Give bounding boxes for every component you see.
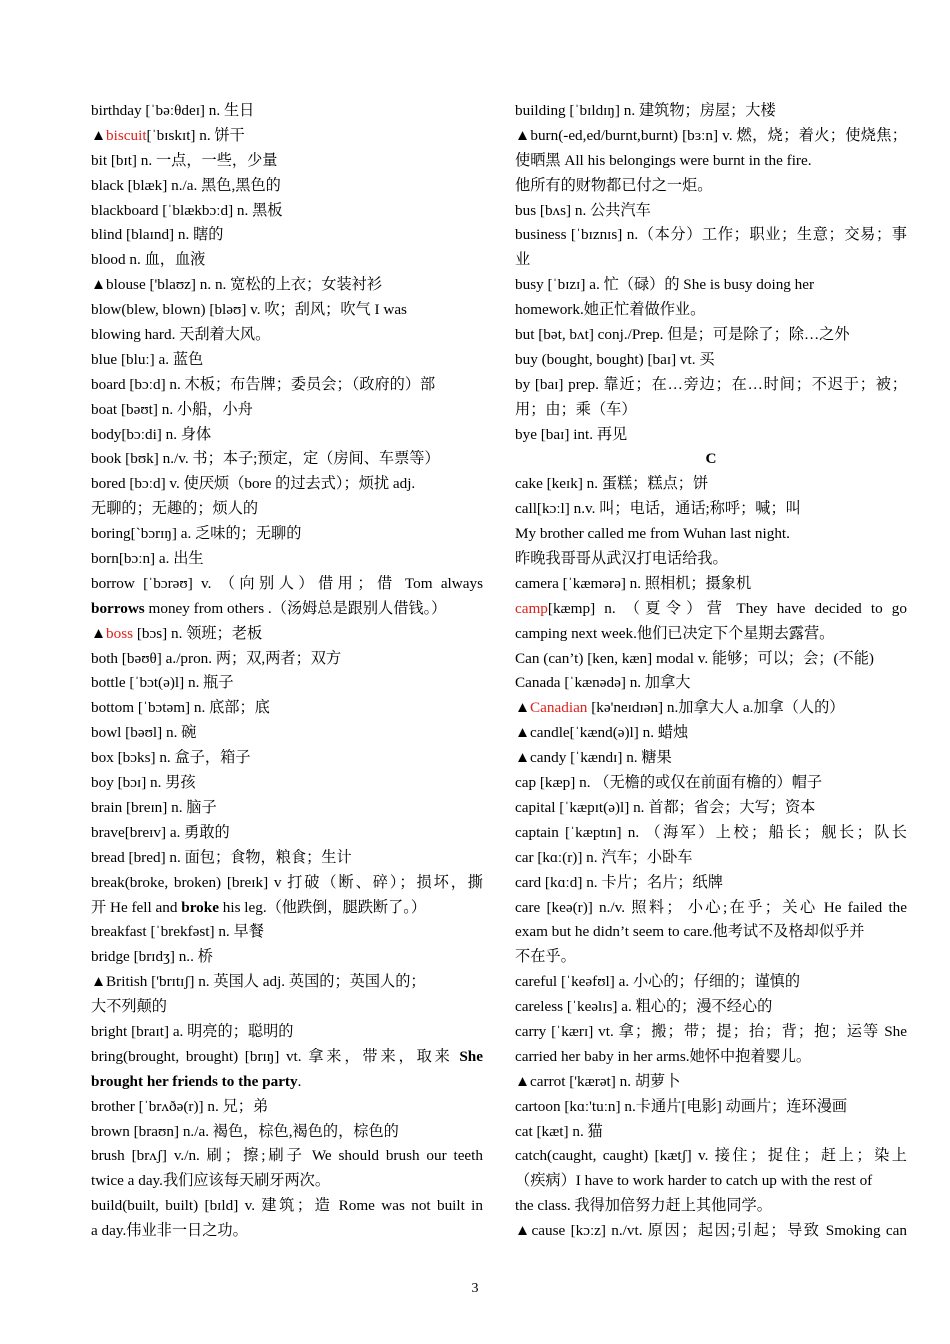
dictionary-entry-line: ▲cause [kɔːz] n./vt. 原因；起因;引起；导致 Smoking can — [515, 1222, 907, 1240]
dictionary-entry-line: bored [bɔːd] v. 使厌烦（bore 的过去式）；烦扰 adj. — [91, 475, 416, 493]
dictionary-entry-line: a day.伟业非一日之功。 — [91, 1222, 248, 1240]
dictionary-entry-line: ▲burn(-ed,ed/burnt,burnt) [bɜːn] v. 燃，烧；着火；使烧焦； — [515, 126, 907, 144]
dictionary-entry-line: call[kɔːl] n.v. 叫；电话，通话;称呼；喊；叫 — [515, 500, 801, 518]
dictionary-entry-line: boy [bɔɪ] n. 男孩 — [91, 774, 196, 792]
bold-example-text: She — [459, 1047, 483, 1065]
dictionary-entry-line: business [ˈbɪznɪs] n.（本分）工作；职业；生意；交易；事 — [515, 226, 907, 244]
dictionary-entry-line: book [bʊk] n./v. 书；本子;预定，定（房间、车票等） — [91, 450, 440, 468]
dictionary-entry-line: car [kɑː(r)] n. 汽车；小卧车 — [515, 848, 693, 866]
dictionary-entry-line: busy [ˈbɪzɪ] a. 忙（碌）的 She is busy doing her — [515, 276, 815, 294]
dictionary-entry-line: body[bɔːdi] n. 身体 — [91, 425, 212, 443]
dictionary-entry-line: ▲carrot ['kærət] n. 胡萝卜 — [515, 1072, 681, 1090]
dictionary-entry-line: （疾病）I have to work harder to catch up with the rest of — [515, 1172, 873, 1190]
dictionary-entry-line: ▲British ['brɪtɪʃ] n. 英国人 adj. 英国的；英国人的； — [91, 973, 426, 991]
entry-text: his leg.（他跌倒，腿跌断了。） — [218, 898, 427, 916]
dictionary-entry-line: blind [blaɪnd] n. 瞎的 — [91, 226, 224, 244]
dictionary-entry-line: bright [braɪt] a. 明亮的；聪明的 — [91, 1022, 294, 1040]
entry-text: 开 He fell and — [91, 898, 182, 916]
bold-example-text: broke — [181, 898, 219, 916]
dictionary-entry-line: catch(caught, caught) [kætʃ] v. 接住；捉住；赶上；染上 — [515, 1147, 907, 1165]
dictionary-entry-line: blowing hard. 天刮着大风。 — [91, 326, 271, 344]
dictionary-entry-line: Canada [ˈkænədə] n. 加拿大 — [515, 674, 691, 692]
dictionary-entry-line: ▲blouse ['blaʊz] n. n. 宽松的上衣；女装衬衫 — [91, 276, 383, 294]
dictionary-entry-line: camping next week.他们已决定下个星期去露营。 — [515, 624, 835, 642]
highlighted-headword: boss — [106, 624, 134, 642]
dictionary-entry-line: the class. 我得加倍努力赶上其他同学。 — [515, 1197, 772, 1215]
dictionary-entry-line: build(built, built) [bɪld] v. 建筑；造 Rome was not built in — [91, 1197, 483, 1215]
dictionary-entry-line: captain [ˈkæptɪn] n. （海军）上校；船长；舰长；队长 — [515, 823, 907, 841]
entry-text: . — [297, 1072, 302, 1090]
dictionary-entry-line — [91, 622, 483, 647]
entry-text: bring(brought, brought) [brɪŋ] vt. 拿来，带来，取来 — [91, 1047, 460, 1065]
entry-text: ▲ — [515, 699, 531, 717]
dictionary-entry-line: brown [braʊn] n./a. 褐色，棕色,褐色的，棕色的 — [91, 1122, 399, 1140]
dictionary-entry-line: bottle [ˈbɔt(ə)l] n. 瓶子 — [91, 674, 234, 692]
dictionary-entry-line: bye [baɪ] int. 再见 — [515, 425, 628, 443]
dictionary-entry-line: brother [ˈbrʌðə(r)] n. 兄；弟 — [91, 1097, 269, 1115]
dictionary-entry-line: bit [bɪt] n. 一点，一些，少量 — [91, 151, 278, 169]
dictionary-entry-line: 使晒黑 All his belongings were burnt in the fire. — [515, 151, 812, 169]
dictionary-entry-line: brush [brʌʃ] v./n. 刷；擦;刷子 We should brush our teeth — [91, 1147, 483, 1165]
dictionary-entry-line: boring[`bɔrɪŋ] a. 乏味的；无聊的 — [91, 525, 302, 543]
entry-text: money from others .（汤姆总是跟别人借钱。） — [144, 599, 447, 617]
dictionary-entry-line: Can (can’t) [ken, kæn] modal v. 能够；可以；会；(不能) — [515, 649, 874, 667]
dictionary-entry-line: twice a day.我们应该每天刷牙两次。 — [91, 1172, 331, 1190]
page-number: 3 — [471, 1281, 479, 1296]
dictionary-entry-line: My brother called me from Wuhan last night. — [515, 525, 790, 543]
dictionary-entry-line: exam but he didn’t seem to care.他考试不及格却似乎并 — [515, 923, 865, 941]
entry-text: [ˈbɪskɪt] n. 饼干 — [146, 126, 245, 144]
bold-example-text: brought her friends to the party — [91, 1072, 298, 1090]
dictionary-entry-line: bridge [brɪdʒ] n.. 桥 — [91, 948, 213, 966]
dictionary-entry-line: brave[breɪv] a. 勇敢的 — [91, 823, 230, 841]
dictionary-entry-line: carry [ˈkærɪ] vt. 拿；搬；带；提；抬；背；抱；运等 She — [515, 1022, 907, 1040]
dictionary-entry-line: boat [bəʊt] n. 小船，小舟 — [91, 400, 253, 418]
dictionary-entry-line: buy (bought, bought) [baɪ] vt. 买 — [515, 350, 715, 368]
dictionary-entry-line: bowl [bəʊl] n. 碗 — [91, 724, 197, 742]
dictionary-entry-line: careless [ˈkeəlɪs] a. 粗心的；漫不经心的 — [515, 998, 773, 1016]
dictionary-entry-line: but [bət, bʌt] conj./Prep. 但是；可是除了；除…之外 — [515, 326, 850, 344]
dictionary-entry-line: bread [bred] n. 面包；食物，粮食；生计 — [91, 848, 352, 866]
dictionary-entry-line: cap [kæp] n. （无檐的或仅在前面有檐的）帽子 — [515, 774, 823, 792]
dictionary-entry-line: blue [bluː] a. 蓝色 — [91, 350, 204, 368]
dictionary-entry-line: 用；由；乘（车） — [515, 400, 637, 418]
highlighted-headword: Canadian — [530, 699, 588, 717]
dictionary-entry-line: homework.她正忙着做作业。 — [515, 301, 706, 319]
dictionary-entry-line: 昨晚我哥哥从武汉打电话给我。 — [515, 550, 728, 568]
entry-text: [kæmp] n. （夏令）营 They have decided to go — [547, 599, 907, 617]
bold-example-text: borrows — [91, 599, 145, 617]
dictionary-entry-line: ▲candle[ˈkænd(ə)l] n. 蜡烛 — [515, 724, 689, 742]
dictionary-entry-line — [91, 1070, 483, 1095]
dictionary-entry-line — [91, 896, 483, 921]
dictionary-entry-line: cartoon [kɑː'tuːn] n.卡通片[电影] 动画片；连环漫画 — [515, 1097, 848, 1115]
section-letter-heading: C — [705, 450, 717, 468]
dictionary-entry-line: building [ˈbɪldɪŋ] n. 建筑物；房屋；大楼 — [515, 102, 776, 119]
highlighted-headword: camp — [515, 599, 548, 617]
entry-text: [bɔs] n. 领班；老板 — [133, 624, 263, 642]
dictionary-entry-line: capital [ˈkæpɪt(ə)l] n. 首都；省会；大写；资本 — [515, 798, 816, 816]
dictionary-entry-line: carried her baby in her arms.她怀中抱着婴儿。 — [515, 1047, 812, 1065]
dictionary-entry-line: 不在乎。 — [515, 948, 576, 966]
dictionary-entry-line: 无聊的；无趣的；烦人的 — [91, 500, 259, 518]
dictionary-entry-line: care [keə(r)] n./v. 照料； 小心;在乎；关心 He failed the — [515, 898, 907, 916]
right-column — [515, 99, 907, 1244]
dictionary-entry-line: born[bɔːn] a. 出生 — [91, 550, 204, 568]
dictionary-entry-line: board [bɔːd] n. 木板；布告牌；委员会；（政府的）部 — [91, 375, 436, 393]
dictionary-entry-line: brain [breɪn] n. 脑子 — [91, 798, 217, 816]
dictionary-entry-line: birthday [ˈbəːθdeɪ] n. 生日 — [91, 102, 255, 119]
dictionary-entry-line: ▲candy [ˈkændɪ] n. 糖果 — [515, 749, 672, 767]
dictionary-entry-line: careful [ˈkeəfʊl] a. 小心的；仔细的；谨慎的 — [515, 973, 801, 991]
dictionary-entry-line: blow(blew, blown) [bləʊ] v. 吹；刮风；吹气 I was — [91, 301, 407, 319]
dictionary-entry-line — [91, 597, 483, 622]
dictionary-entry-line: bottom [ˈbɔtəm] n. 底部；底 — [91, 699, 270, 717]
dictionary-entry-line: breakfast [ˈbrekfəst] n. 早餐 — [91, 923, 264, 941]
dictionary-entry-line: 大不列颠的 — [91, 998, 167, 1016]
dictionary-entry-line: box [bɔks] n. 盒子，箱子 — [91, 749, 251, 767]
dictionary-entry-line: cake [keɪk] n. 蛋糕；糕点；饼 — [515, 475, 709, 493]
entry-text: ▲ — [91, 126, 107, 144]
dictionary-entry-line — [91, 124, 483, 149]
dictionary-entry-line: blood n. 血，血液 — [91, 251, 206, 269]
dictionary-entry-line: camera [ˈkæmərə] n. 照相机；摄象机 — [515, 574, 752, 592]
highlighted-headword: biscuit — [106, 126, 147, 144]
entry-text: [kə'neɪdɪən] n.加拿大人 a.加拿（人的） — [587, 699, 845, 717]
dictionary-entry-line: both [bəʊθ] a./pron. 两；双,两者；双方 — [91, 649, 342, 667]
left-column — [91, 99, 483, 1244]
dictionary-entry-line: by [baɪ] prep. 靠近；在…旁边；在…时间；不迟于；被； — [515, 375, 907, 393]
dictionary-entry-line: cat [kæt] n. 猫 — [515, 1122, 603, 1140]
dictionary-entry-line: card [kɑːd] n. 卡片；名片；纸牌 — [515, 873, 723, 891]
dictionary-entry-line: bus [bʌs] n. 公共汽车 — [515, 201, 651, 219]
entry-text: ▲ — [91, 624, 107, 642]
dictionary-entry-line: blackboard [ˈblækbɔːd] n. 黑板 — [91, 201, 283, 219]
dictionary-entry-line — [515, 696, 907, 721]
dictionary-entry-line — [91, 1045, 483, 1070]
dictionary-entry-line — [515, 597, 907, 622]
dictionary-entry-line: 他所有的财物都已付之一炬。 — [515, 176, 713, 194]
dictionary-entry-line: 业 — [515, 251, 531, 269]
dictionary-entry-line: borrow [ˈbɔrəʊ] v. （向别人）借用；借 Tom always — [91, 574, 483, 592]
dictionary-entry-line: black [blæk] n./a. 黑色,黑色的 — [91, 176, 281, 194]
dictionary-entry-line: break(broke, broken) [breɪk] v 打破（断、碎）；损坏，撕 — [91, 873, 483, 891]
